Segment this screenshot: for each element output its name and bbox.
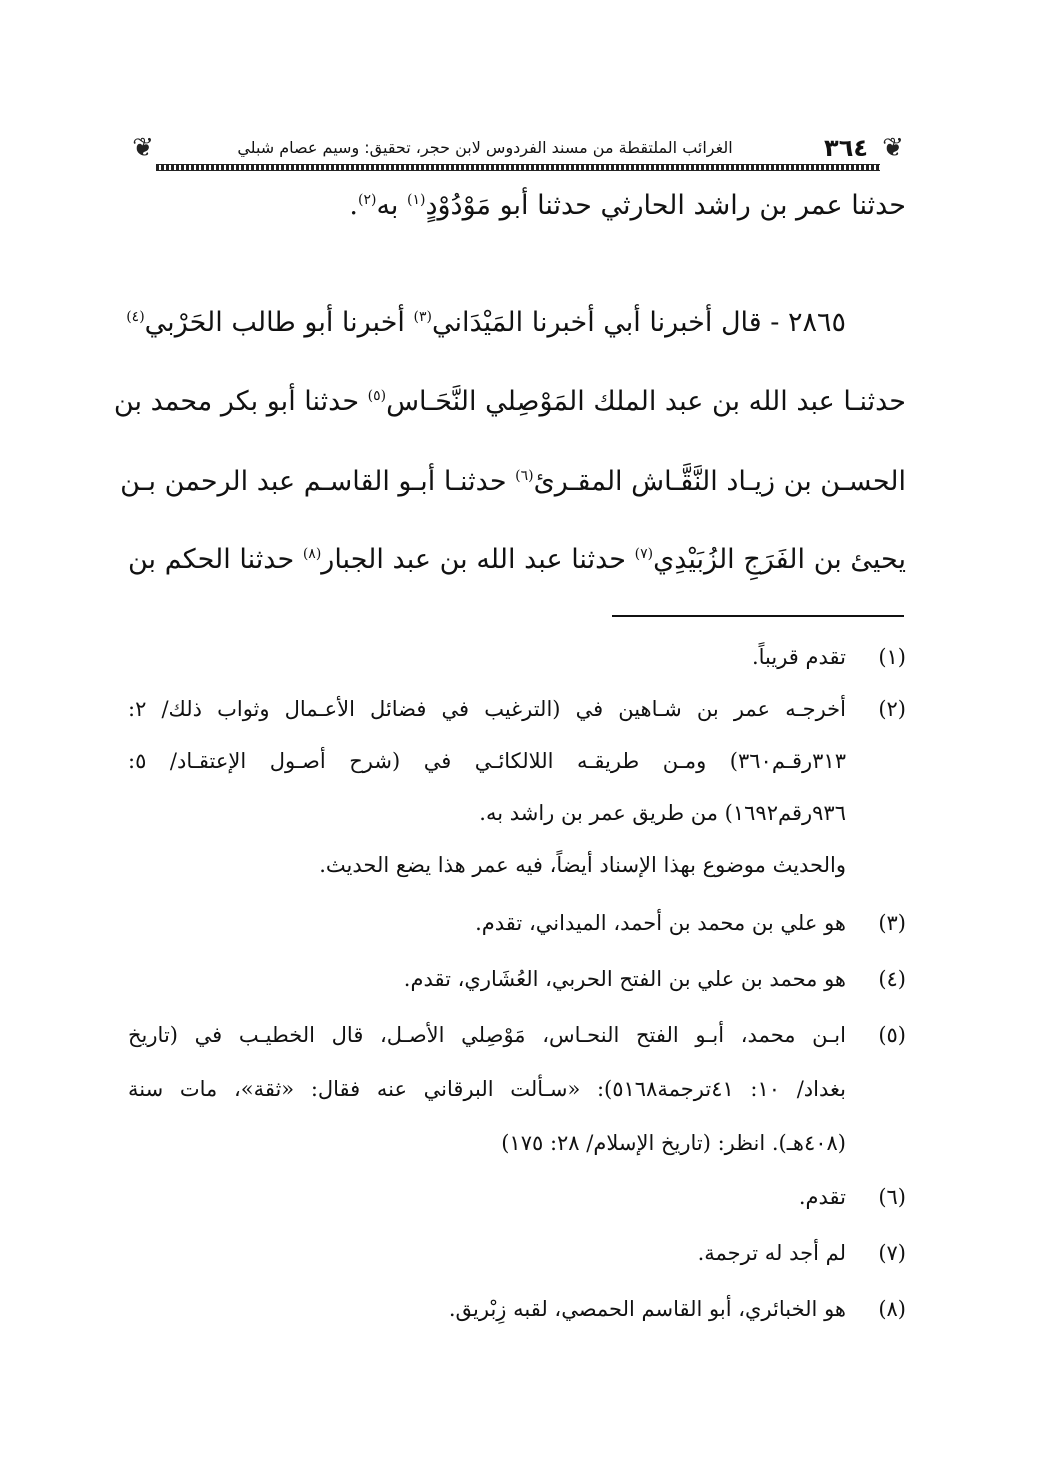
footnote-number: (٣) bbox=[878, 911, 906, 935]
footnote-number: (٨) bbox=[878, 1297, 906, 1321]
footnote-number: (٢) bbox=[878, 697, 906, 721]
running-title: الغرائب الملتقطة من مسند الفردوس لابن حجر، تحقيق: وسيم عصام شبلي bbox=[237, 138, 733, 157]
footnote-text: بغداد/ ١٠: ٤١ترجمة٥١٦٨): «سـألت البرقاني عنه فقال: «ثقة»، مات سنة bbox=[128, 1077, 846, 1101]
footnote-text: لم أجد له ترجمة. bbox=[697, 1241, 846, 1265]
footnote-ref-6[interactable]: (٦) bbox=[515, 468, 534, 484]
footnote-number: (١) bbox=[878, 645, 906, 669]
header-ornament-right-icon: ❦ bbox=[882, 133, 904, 163]
footnote-ref-1[interactable]: (١) bbox=[407, 192, 426, 208]
footnote-text: ٣١٣رقـم٣٦٠) ومـن طريقـه اللالكائـي في (شرح أصـول الإعتقـاد/ ٥: bbox=[128, 749, 846, 773]
footnote-text: هو علي بن محمد بن أحمد، الميداني، تقدم. bbox=[475, 911, 846, 935]
footnote-text: هو محمد بن علي بن الفتح الحربي، العُشَاري، تقدم. bbox=[403, 967, 846, 991]
footnote-number: (٦) bbox=[878, 1185, 906, 1209]
footnote-text: هو الخبائري، أبو القاسم الحمصي، لقبه زِبْريق. bbox=[448, 1297, 846, 1321]
footnote-number: (٤) bbox=[878, 967, 906, 991]
header-rule bbox=[156, 164, 880, 171]
text-line-1: حدثنا عمر بن راشد الحارثي حدثنا أبو مَوْدُوْدٍ$^{(١)}$ به$^{(٢)}$. bbox=[349, 190, 906, 221]
hadith-2865-line-3: الحسـن بن زيـاد النَّقَّـاش المقـرئ$^{(٦)}$ حدثنـا أبـو القاسـم عبد الرحمن بـن bbox=[120, 466, 906, 497]
footnote-ref-3[interactable]: (٣) bbox=[413, 309, 432, 325]
running-header bbox=[128, 128, 908, 174]
footnote-text: أخرجـه عمر بن شـاهين في (الترغيب في فضائل الأعـمال وثواب ذلك/ ٢: bbox=[128, 697, 846, 721]
footnote-text: ابـن محمد، أبـو الفتح النحـاس، مَوْصِلي الأصـل، قال الخطيـب في (تاريخ bbox=[128, 1023, 846, 1047]
footnote-text: تقدم قريباً. bbox=[751, 645, 846, 669]
page-number: ٣٦٤ bbox=[824, 134, 868, 162]
footnote-text: تقدم. bbox=[798, 1185, 846, 1209]
footnote-ref-4[interactable]: (٤) bbox=[126, 309, 145, 325]
header-ornament-left-icon: ❦ bbox=[132, 133, 154, 163]
hadith-2865-line-2: حدثنـا عبد الله بن عبد الملك المَوْصِلي النَّحَـاس$^{(٥)}$ حدثنا أبو بكر محمد بن bbox=[113, 386, 906, 417]
footnote-separator bbox=[612, 615, 904, 617]
footnote-ref-2[interactable]: (٢) bbox=[357, 192, 377, 208]
footnote-ref-8[interactable]: (٨) bbox=[302, 546, 322, 562]
footnote-number: (٧) bbox=[878, 1241, 906, 1265]
footnote-text: والحديث موضوع بهذا الإسناد أيضاً، فيه عمر هذا يضع الحديث. bbox=[319, 853, 846, 877]
footnote-text: ٩٣٦رقم١٦٩٢) من طريق عمر بن راشد به. bbox=[479, 801, 846, 825]
footnote-ref-7[interactable]: (٧) bbox=[634, 546, 654, 562]
footnote-text: (٤٠٨هـ). انظر: (تاريخ الإسلام/ ٢٨: ١٧٥) bbox=[501, 1131, 846, 1155]
hadith-2865-line-4: يحيئ بن الفَرَجِ الزُبَيْدِي$^{(٧)}$ حدثنا عبد الله بن عبد الجبار$^{(٨)}$ حدثنا الحكم بن bbox=[128, 544, 907, 575]
footnote-ref-5[interactable]: (٥) bbox=[367, 388, 387, 404]
hadith-2865-line-1: ٢٨٦٥ - قال أخبرنا أبي أخبرنا المَيْدَاني$^{(٣)}$ أخبرنا أبو طالب الحَرْبي$^{(٤)}$ bbox=[126, 307, 846, 338]
footnote-number: (٥) bbox=[878, 1023, 906, 1047]
